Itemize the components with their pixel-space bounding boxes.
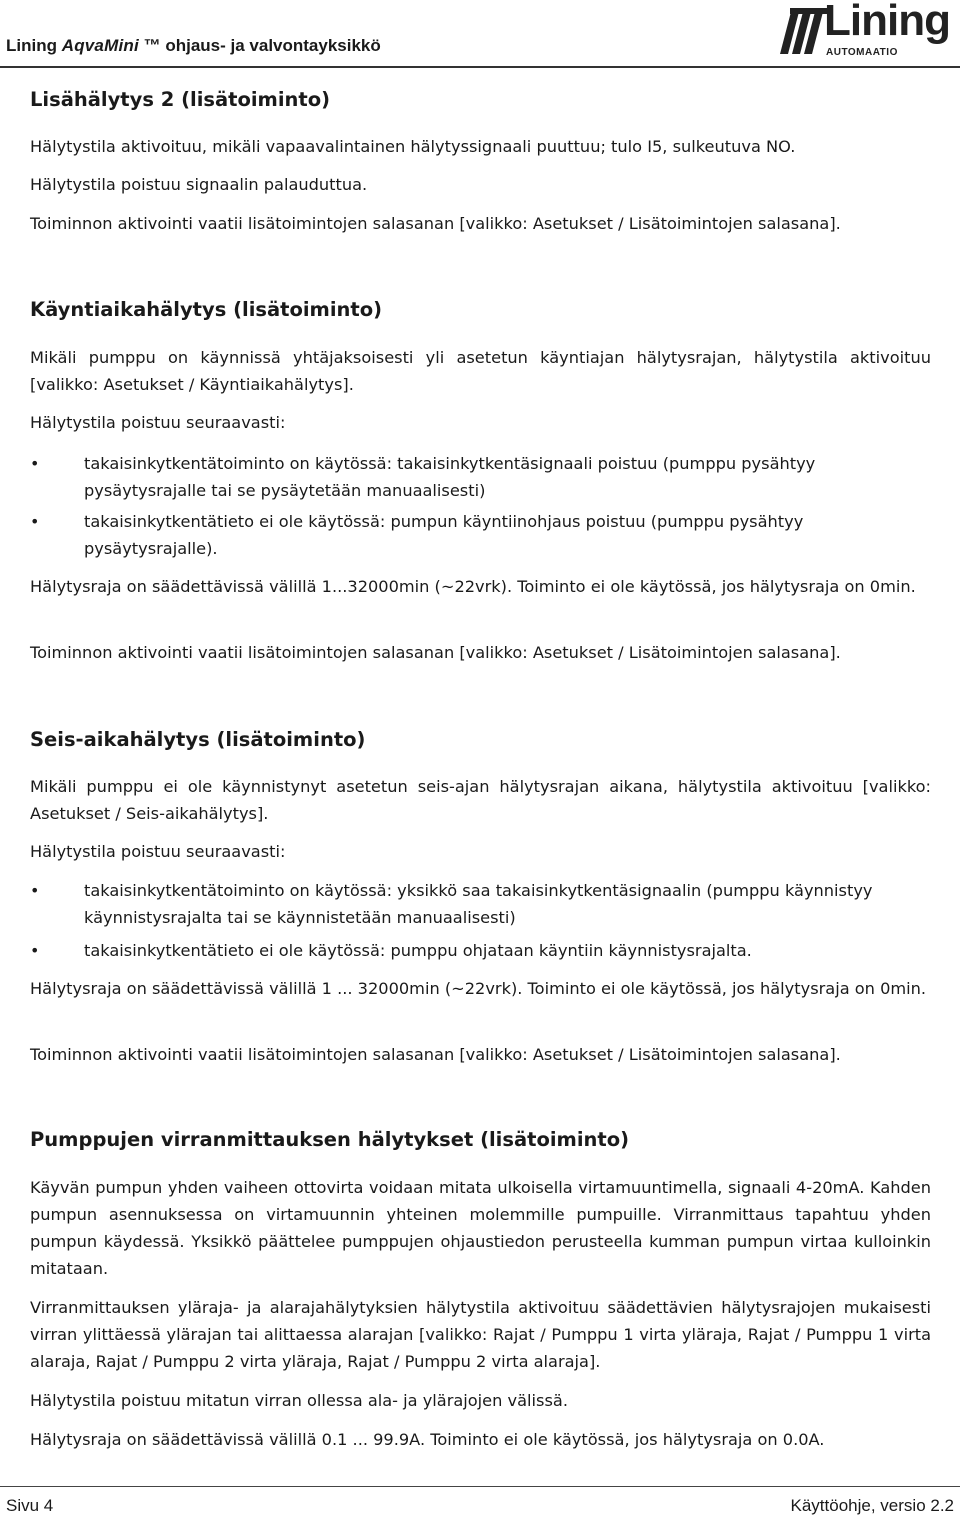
header-title-rest: ™ ohjaus- ja valvontayksikkö: [143, 36, 381, 55]
paragraph: Hälytystila poistuu mitatun virran ollessa ala- ja ylärajojen välissä.: [30, 1391, 568, 1410]
paragraph: Hälytystila aktivoituu, mikäli vapaavalintainen hälytyssignaali puuttuu; tulo I5, sulkeutuva NO.: [30, 137, 796, 156]
paragraph: Mikäli pumppu on käynnissä yhtäjaksoisesti yli asetetun käyntiajan hälytysrajan, hälytystila aktivoituu [valikko: Asetukset / Käyntiaikahälytys].: [30, 348, 931, 394]
paragraph: Hälytystila poistuu signaalin palauduttua.: [30, 175, 368, 194]
header-divider: [0, 66, 960, 68]
paragraph: Hälytysraja on säädettävissä välillä 1...32000min (~22vrk). Toiminto ei ole käytössä, jos hälytysraja on 0min.: [30, 577, 916, 596]
paragraph: Toiminnon aktivointi vaatii lisätoimintojen salasanan [valikko: Asetukset / Lisätoimintojen salasana].: [30, 214, 841, 233]
bullet-icon: •: [30, 454, 40, 473]
document-version: Käyttöohje, versio 2.2: [790, 1496, 954, 1515]
section-title-lisahalytys: Lisähälytys 2 (lisätoiminto): [30, 88, 331, 111]
paragraph: Toiminnon aktivointi vaatii lisätoimintojen salasanan [valikko: Asetukset / Lisätoimintojen salasana].: [30, 1045, 841, 1064]
paragraph: Hälytysraja on säädettävissä välillä 1 ... 32000min (~22vrk). Toiminto ei ole käytössä, jos hälytysraja on 0min.: [30, 979, 927, 998]
logo-wordmark: Lining: [824, 0, 950, 45]
page-number: Sivu 4: [6, 1496, 54, 1515]
section-title-seisaikahalytys: Seis-aikahälytys (lisätoiminto): [30, 728, 366, 751]
section-title-virranmittaus: Pumppujen virranmittauksen hälytykset (lisätoiminto): [30, 1128, 630, 1151]
bullet-icon: •: [30, 512, 40, 531]
list-item-text: takaisinkytkentätoiminto on käytössä: yksikkö saa takaisinkytkentäsignaalin (pumppu käynnistyy käynnistysrajalta tai se käynnistetään manuaalisesti): [84, 881, 873, 927]
paragraph: Toiminnon aktivointi vaatii lisätoimintojen salasanan [valikko: Asetukset / Lisätoimintojen salasana].: [30, 643, 841, 662]
list-item-text: takaisinkytkentätieto ei ole käytössä: pumpun käyntiinohjaus poistuu (pumppu pysähtyy pysäytysrajalle).: [84, 512, 804, 558]
logo-mark-icon: [772, 4, 832, 56]
list-item-text: takaisinkytkentätieto ei ole käytössä: pumppu ohjataan käyntiin käynnistysrajalta.: [84, 941, 752, 960]
paragraph: Hälytystila poistuu seuraavasti:: [30, 413, 286, 432]
header-title: [6, 36, 381, 56]
bullet-icon: •: [30, 941, 40, 960]
page-header: [0, 0, 960, 70]
list-item-text: takaisinkytkentätoiminto on käytössä: takaisinkytkentäsignaali poistuu (pumppu pysähtyy pysäytysrajalle tai se pysäytetään manuaalisesti): [84, 454, 816, 500]
paragraph: Mikäli pumppu ei ole käynnistynyt asetetun seis-ajan hälytysrajan aikana, hälytystila aktivoituu [valikko: Asetukset / Seis-aikahälytys].: [30, 777, 931, 823]
paragraph: Käyvän pumpun yhden vaiheen ottovirta voidaan mitata ulkoisella virtamuuntimella, signaali 4-20mA. Kahden pumpun asennuksessa on virtamuunnin yhteinen molemmille pumpuille. Virranmittaus tapahtuu yhden pumpun käydessä. Yksikkö päättelee pumppujen ohjaustiedon perusteella kumman pumpun virtaa kulloinkin mitataan.: [30, 1178, 931, 1278]
lining-logo: [772, 2, 960, 62]
section-title-kayntiaikahalytys: Käyntiaikahälytys (lisätoiminto): [30, 298, 383, 321]
header-brand: Lining: [6, 36, 57, 55]
logo-subtitle: AUTOMAATIO: [826, 47, 898, 58]
footer-divider: [0, 1486, 960, 1487]
paragraph: Virranmittauksen yläraja- ja alarajahälytyksien hälytystila aktivoituu säädettävien hälytysrajojen mukaisesti virran ylittäessä ylärajan tai alittaessa alarajan [valikko: Rajat / Pumppu 1 virta yläraja, Rajat / Pumppu 1 virta alaraja, Rajat / Pumppu 2 virta yläraja, Rajat / Pumppu 2 virta alaraja].: [30, 1298, 931, 1371]
header-brand-product: AqvaMini: [61, 36, 139, 55]
bullet-icon: •: [30, 881, 40, 900]
paragraph: Hälytystila poistuu seuraavasti:: [30, 842, 286, 861]
paragraph: Hälytysraja on säädettävissä välillä 0.1 ... 99.9A. Toiminto ei ole käytössä, jos hälytysraja on 0.0A.: [30, 1430, 825, 1449]
